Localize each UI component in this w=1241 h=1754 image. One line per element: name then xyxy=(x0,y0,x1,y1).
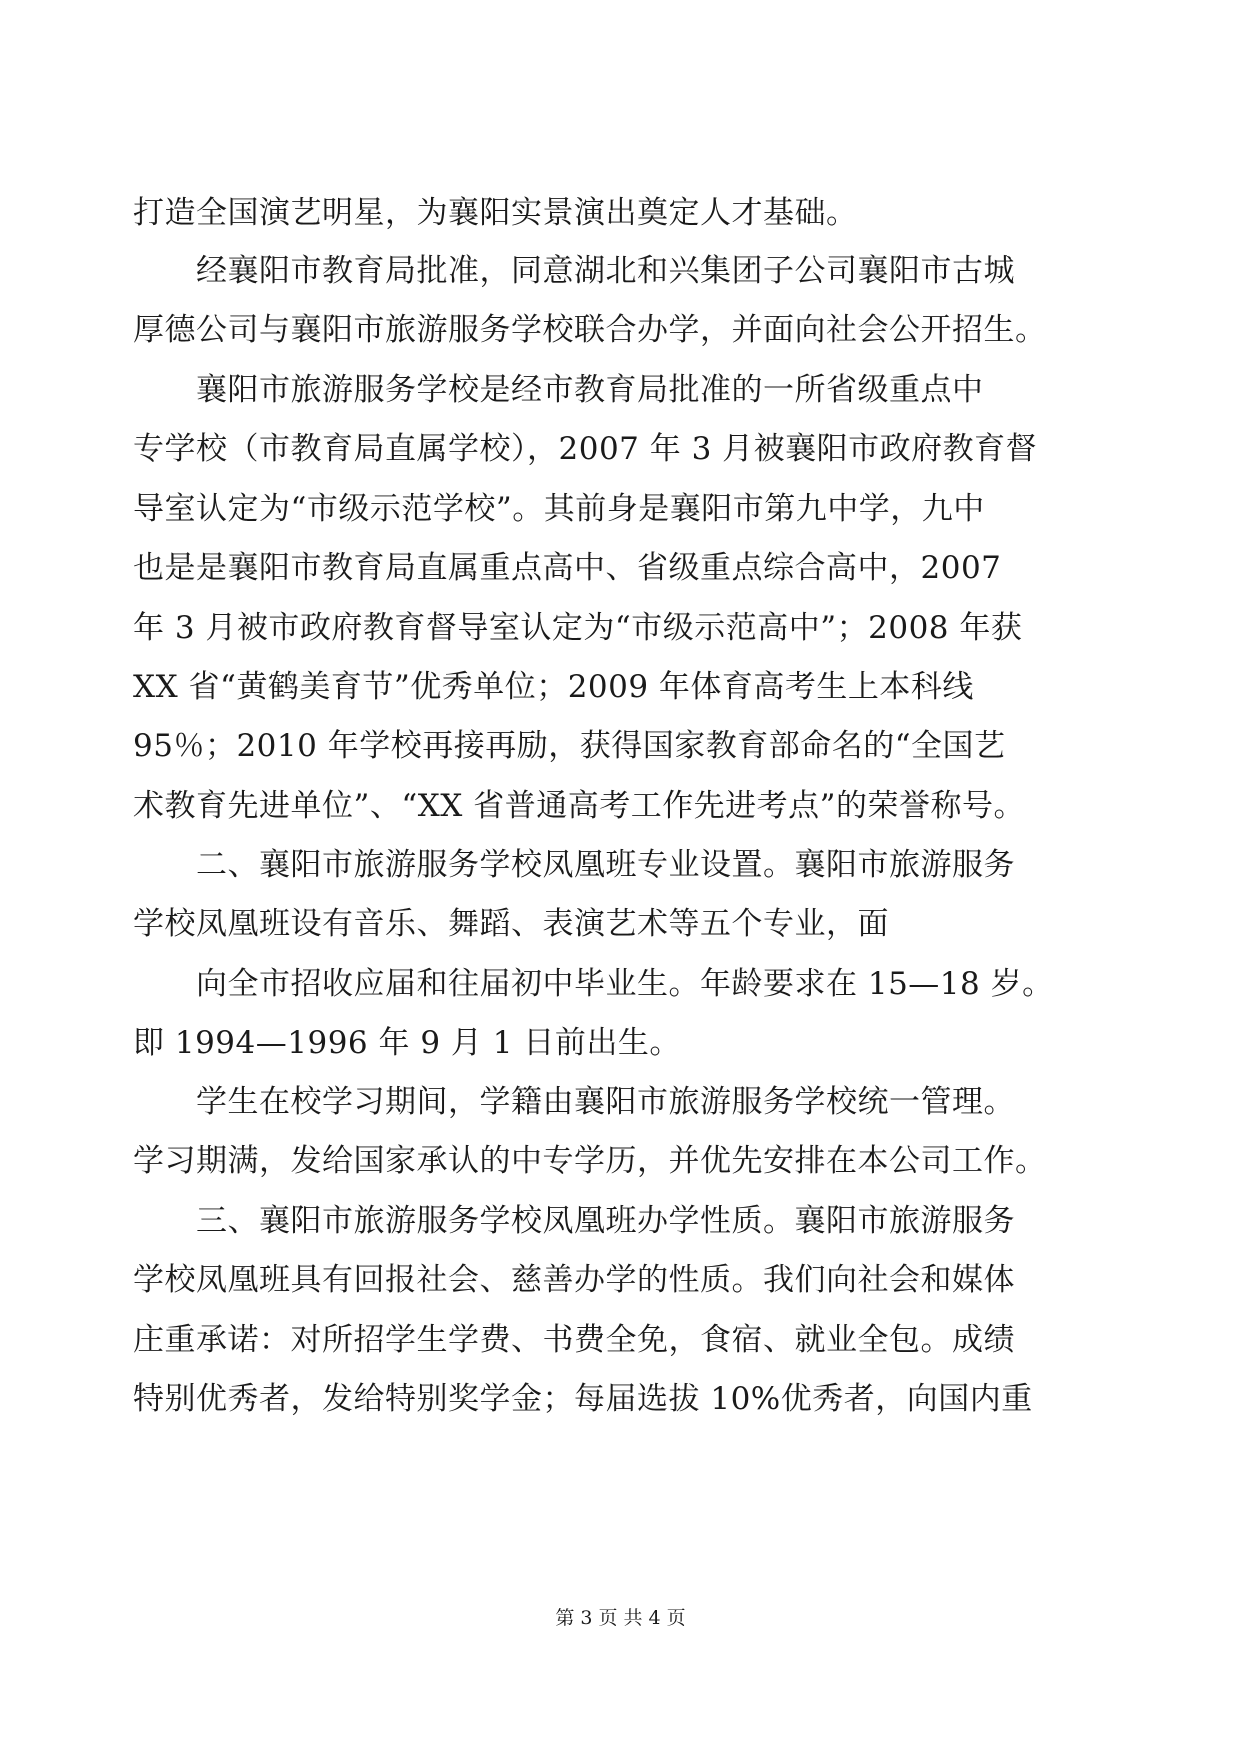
text-line: 厚德公司与襄阳市旅游服务学校联合办学，并面向社会公开招生。 xyxy=(133,312,1047,348)
text-line: 向全市招收应届和往届初中毕业生。年龄要求在 15—18 岁。 xyxy=(133,966,1054,1002)
text-line: 术教育先进单位”、“XX 省普通高考工作先进考点”的荣誉称号。 xyxy=(133,788,1026,824)
text-line: 即 1994—1996 年 9 月 1 日前出生。 xyxy=(133,1025,681,1061)
text-line: 95％；2010 年学校再接再励，获得国家教育部命名的“全国艺 xyxy=(133,728,1006,764)
text-line: 也是是襄阳市教育局直属重点高中、省级重点综合高中，2007 xyxy=(133,550,1002,586)
text-line: 专学校（市教育局直属学校），2007 年 3 月被襄阳市政府教育督 xyxy=(133,431,1038,467)
text-line: 三、襄阳市旅游服务学校凤凰班办学性质。襄阳市旅游服务 xyxy=(133,1203,1015,1239)
text-line: 学生在校学习期间，学籍由襄阳市旅游服务学校统一管理。 xyxy=(133,1084,1015,1120)
text-line: 导室认定为“市级示范学校”。其前身是襄阳市第九中学，九中 xyxy=(133,491,985,527)
text-line: 打造全国演艺明星，为襄阳实景演出奠定人才基础。 xyxy=(133,195,858,231)
page-footer: 第 3 页 共 4 页 xyxy=(555,1607,686,1629)
text-line: 年 3 月被市政府教育督导室认定为“市级示范高中”；2008 年获 xyxy=(133,610,1023,646)
text-line: 特别优秀者，发给特别奖学金；每届选拔 10%优秀者，向国内重 xyxy=(133,1381,1033,1417)
text-line: 学习期满，发给国家承认的中专学历，并优先安排在本公司工作。 xyxy=(133,1143,1047,1179)
text-line: 二、襄阳市旅游服务学校凤凰班专业设置。襄阳市旅游服务 xyxy=(133,847,1015,883)
text-line: XX 省“黄鹤美育节”优秀单位；2009 年体育高考生上本科线 xyxy=(133,669,974,705)
text-line: 学校凤凰班具有回报社会、慈善办学的性质。我们向社会和媒体 xyxy=(133,1262,1015,1298)
text-line: 庄重承诺：对所招学生学费、书费全免，食宿、就业全包。成绩 xyxy=(133,1322,1015,1358)
text-line: 襄阳市旅游服务学校是经市教育局批准的一所省级重点中 xyxy=(133,372,984,408)
text-line: 学校凤凰班设有音乐、舞蹈、表演艺术等五个专业，面 xyxy=(133,906,889,942)
text-line: 经襄阳市教育局批准，同意湖北和兴集团子公司襄阳市古城 xyxy=(133,253,1015,289)
